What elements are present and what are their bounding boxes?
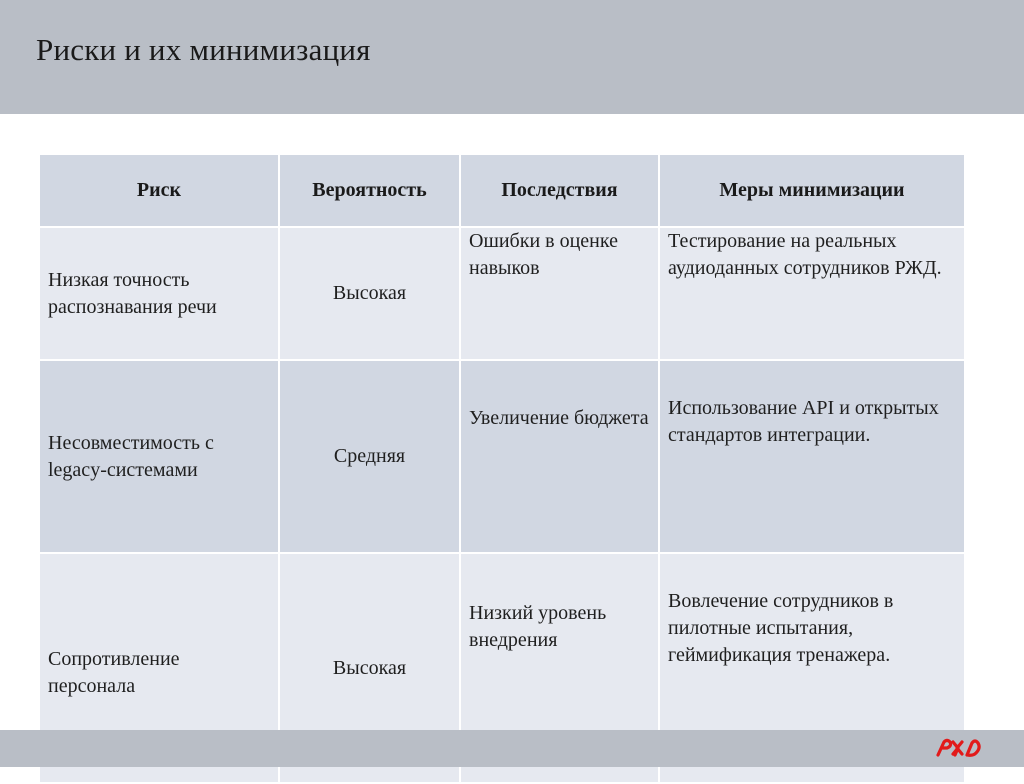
header-consequences: Последствия	[460, 154, 659, 227]
cell-probability: Высокая	[279, 227, 460, 360]
cell-consequences: Увеличение бюджета	[460, 360, 659, 553]
cell-risk: Несовместимость с legacy-системами	[39, 360, 279, 553]
risk-table	[38, 153, 966, 784]
cell-probability: Средняя	[279, 360, 460, 553]
table-header-row	[39, 154, 965, 227]
cell-probability: Высокая	[279, 553, 460, 783]
slide-footer	[0, 730, 1024, 767]
cell-consequences: Низкий уровень внедрения	[460, 553, 659, 783]
table-row	[39, 227, 965, 360]
header-measures: Меры минимизации	[659, 154, 965, 227]
header-probability: Вероятность	[279, 154, 460, 227]
cell-measures: Использование API и открытых стандартов интеграции.	[659, 360, 965, 553]
cell-measures: Тестирование на реальных аудиоданных сотрудников РЖД.	[659, 227, 965, 360]
header-risk: Риск	[39, 154, 279, 227]
cell-measures: Вовлечение сотрудников в пилотные испытания, геймификация тренажера.	[659, 553, 965, 783]
table-row	[39, 360, 965, 553]
cell-risk: Низкая точность распознавания речи	[39, 227, 279, 360]
rzd-logo-icon	[934, 737, 986, 759]
cell-risk: Сопротивление персонала	[39, 553, 279, 783]
cell-consequences: Ошибки в оценке навыков	[460, 227, 659, 360]
slide-title: Риски и их минимизация	[36, 32, 371, 67]
slide-header	[0, 0, 1024, 114]
